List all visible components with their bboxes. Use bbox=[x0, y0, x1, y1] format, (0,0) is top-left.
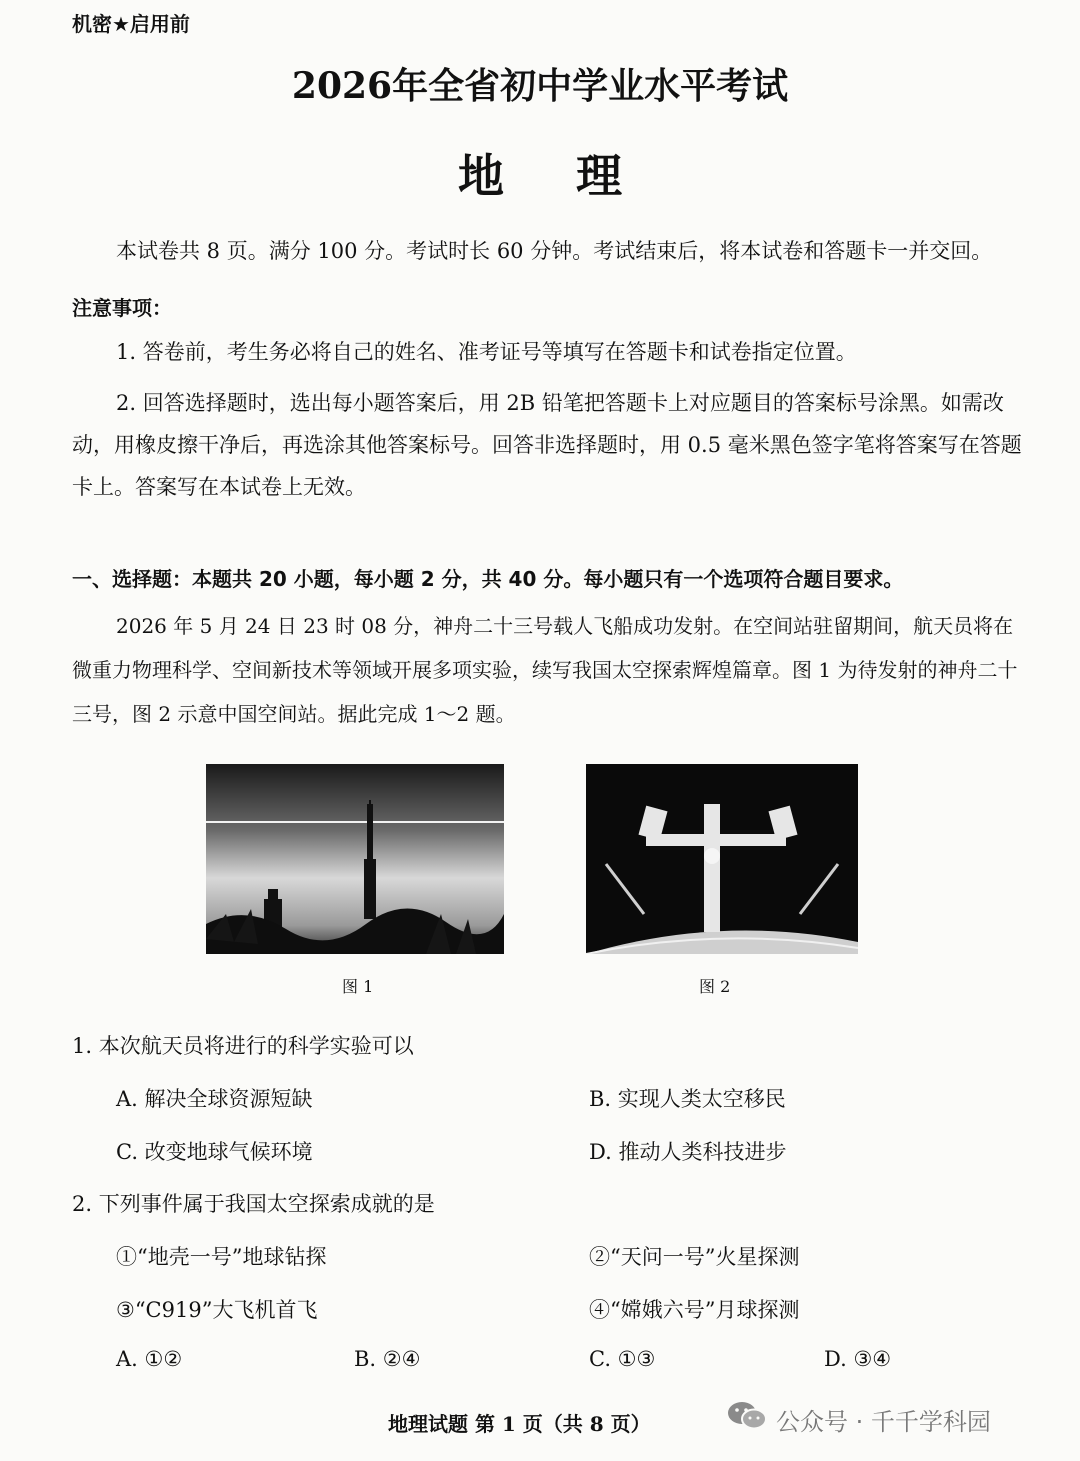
question-2-statement-2: ②“天问一号”火星探测 bbox=[589, 1245, 800, 1269]
section-heading: 一、选择题：本题共 20 小题，每小题 2 分，共 40 分。每小题只有一个选项符合题目要求。 bbox=[72, 567, 904, 591]
figure-2-caption: 图 2 bbox=[699, 977, 731, 996]
question-1-option-d: D. 推动人类科技进步 bbox=[589, 1140, 787, 1164]
question-1-stem: 1. 本次航天员将进行的科学实验可以 bbox=[72, 1034, 414, 1058]
question-1-option-c: C. 改变地球气候环境 bbox=[116, 1140, 313, 1164]
subject-char-2: 理 bbox=[576, 149, 622, 203]
notice-heading: 注意事项： bbox=[72, 296, 172, 320]
question-2-statement-1: ①“地壳一号”地球钻探 bbox=[116, 1245, 327, 1269]
figure-2-space-station-photo bbox=[586, 764, 858, 954]
question-2-statement-3: ③“C919”大飞机首飞 bbox=[116, 1298, 318, 1322]
question-2-option-d: D. ③④ bbox=[824, 1347, 892, 1371]
notice-item-1: 1. 答卷前，考生务必将自己的姓名、准考证号等填写在答题卡和试卷指定位置。 bbox=[116, 340, 857, 364]
question-1-option-b: B. 实现人类太空移民 bbox=[589, 1087, 786, 1111]
question-material: 2026 年 5 月 24 日 23 时 08 分，神舟二十三号载人飞船成功发射。在空间站驻留期间，航天员将在微重力物理科学、空间新技术等领域开展多项实验，续写我国太空探索辉煌篇章。图 1 为待发射的神舟二十三号，图 2 示意中国空间站。据此完成 1～2 题。 bbox=[72, 614, 1018, 726]
subject-title bbox=[0, 140, 1080, 206]
page-footer: 地理试题 第 1 页（共 8 页） bbox=[388, 1412, 651, 1436]
exam-intro: 本试卷共 8 页。满分 100 分。考试时长 60 分钟。考试结束后，将本试卷和答题卡一并交回。 bbox=[116, 239, 993, 263]
subject-char-1: 地 bbox=[458, 149, 504, 203]
question-2-option-c: C. ①③ bbox=[589, 1347, 656, 1371]
watermark-text: 公众号 · 千千学科园 bbox=[776, 1407, 991, 1436]
question-2-stem: 2. 下列事件属于我国太空探索成就的是 bbox=[72, 1192, 435, 1216]
confidential-label: 机密★启用前 bbox=[72, 12, 190, 36]
question-1-option-a: A. 解决全球资源短缺 bbox=[116, 1087, 313, 1111]
wechat-icon bbox=[726, 1400, 768, 1438]
question-2-option-b: B. ②④ bbox=[354, 1347, 421, 1371]
notice-item-2: 2. 回答选择题时，选出每小题答案后，用 2B 铅笔把答题卡上对应题目的答案标号涂黑。如需改动，用橡皮擦干净后，再选涂其他答案标号。回答非选择题时，用 0.5 毫米黑色签字笔将答案写在答题卡上。答案写在本试卷上无效。 bbox=[72, 391, 1022, 499]
figure-1-caption: 图 1 bbox=[342, 977, 374, 996]
exam-title: 2026年全省初中学业水平考试 bbox=[291, 65, 789, 107]
question-2-statement-4: ④“嫦娥六号”月球探测 bbox=[589, 1298, 800, 1322]
watermark bbox=[726, 1400, 991, 1438]
question-2-option-a: A. ①② bbox=[116, 1347, 183, 1371]
figure-1-rocket-launch-photo bbox=[206, 764, 504, 954]
